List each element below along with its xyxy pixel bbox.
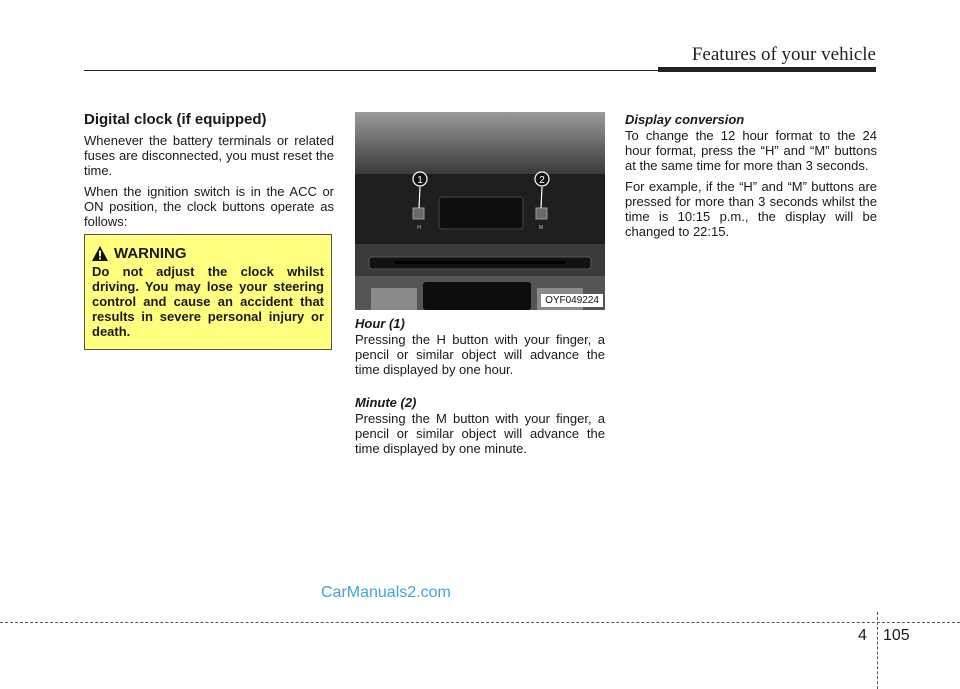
- header-title: Features of your vehicle: [691, 44, 876, 65]
- warning-box: [84, 234, 332, 350]
- chapter-number: 4: [858, 627, 867, 644]
- clock-illustration: [355, 112, 605, 310]
- ignition-paragraph: When the ignition switch is in the ACC or ON position, the clock buttons operate as follows:: [84, 184, 334, 229]
- minute-text: Pressing the M button with your finger, a pencil or similar object will advance the time displayed by one minute.: [355, 411, 605, 456]
- hour-text: Pressing the H button with your finger, a pencil or similar object will advance the time displayed by one hour.: [355, 332, 605, 377]
- footer-divider: [0, 622, 960, 623]
- callout-2: 2: [539, 175, 545, 186]
- conversion-paragraph: To change the 12 hour format to the 24 hour format, press the “H” and “M” buttons at the same time for more than 3 seconds.: [625, 128, 877, 173]
- clock-photo: [355, 112, 605, 310]
- watermark-link[interactable]: CarManuals2.com: [321, 584, 451, 601]
- display-conversion-title: Display conversion: [625, 112, 745, 127]
- header-rule-thick: [658, 67, 876, 72]
- minute-title: Minute (2): [355, 395, 417, 410]
- right-column: [625, 112, 877, 245]
- figure-code: OYF049224: [541, 294, 603, 307]
- hour-title: Hour (1): [355, 316, 405, 331]
- page-number: 105: [883, 627, 910, 644]
- middle-column: [355, 316, 605, 462]
- h-button-label: H: [417, 225, 421, 231]
- warning-triangle-icon: [92, 246, 108, 261]
- intro-paragraph: Whenever the battery terminals or related fuses are disconnected, you must reset the time.: [84, 133, 334, 178]
- warning-title: WARNING: [114, 245, 187, 262]
- left-column: [84, 112, 334, 235]
- section-heading: Digital clock (if equipped): [84, 111, 267, 128]
- header-rule: [84, 70, 658, 71]
- m-button-label: M: [538, 225, 544, 231]
- example-paragraph: For example, if the “H” and “M” buttons are pressed for more than 3 seconds whilst the time is 10:15 p.m., the display will be changed to 22:15.: [625, 179, 877, 239]
- callout-1: 1: [417, 175, 423, 186]
- footer-separator: [877, 612, 878, 689]
- warning-text: Do not adjust the clock whilst driving. You may lose your steering control and cause an accident that results in severe personal injury or death.: [92, 264, 324, 339]
